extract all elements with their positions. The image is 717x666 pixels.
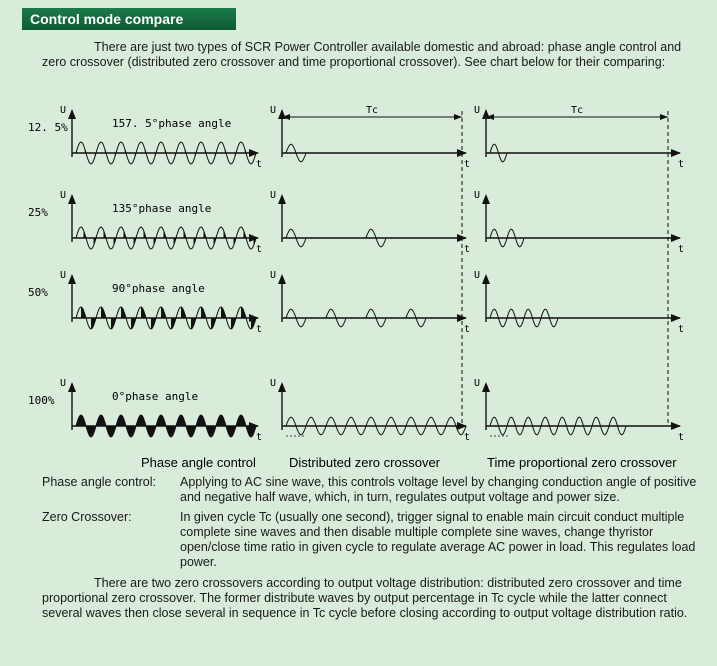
definition-text: Applying to AC sine wave, this controls voltage level by changing conduction angle of positive and negative half wave, which, in turn, regulates output voltage and power size. [180, 475, 697, 504]
cycle-boundary-lines [462, 111, 668, 426]
section-header [22, 8, 236, 30]
definition-term: Phase angle control: [42, 475, 156, 489]
t-axis-label: t [678, 244, 685, 255]
row-percent-label: 100% [28, 394, 55, 407]
phase-angle-label: 157. 5°phase angle [112, 117, 232, 130]
row-percent-label: 50% [28, 286, 48, 299]
u-axis-label: U [270, 190, 277, 201]
t-axis-label: t [256, 324, 263, 335]
row-percent-label: 12. 5% [28, 121, 68, 134]
u-axis-label: U [270, 270, 277, 281]
phase-angle-label: 135°phase angle [112, 202, 212, 215]
u-axis-arrow [68, 194, 76, 204]
t-axis-arrow [671, 422, 681, 430]
panel-proportional [474, 378, 684, 443]
tc-arrow-right [660, 114, 668, 120]
u-axis-label: U [474, 190, 481, 201]
t-axis-label: t [256, 244, 263, 255]
definition-term: Zero Crossover: [42, 510, 132, 524]
u-axis-arrow [68, 109, 76, 119]
u-axis-label: U [60, 378, 67, 389]
row-percent-label: 25% [28, 206, 48, 219]
u-axis-label: U [270, 105, 277, 116]
tc-label: Tc [366, 105, 379, 116]
t-axis-label: t [464, 244, 471, 255]
u-axis-label: U [474, 105, 481, 116]
tc-arrow-right [454, 114, 462, 120]
section-title: Control mode compare [30, 11, 184, 27]
u-axis-arrow [278, 194, 286, 204]
u-axis-label: U [270, 378, 277, 389]
t-axis-label: t [256, 159, 263, 170]
u-axis-label: U [60, 105, 67, 116]
waveform-row [28, 378, 684, 443]
definition-zero-crossover [42, 510, 702, 570]
u-axis-arrow [68, 274, 76, 284]
intro-paragraph: There are just two types of SCR Power Controller available domestic and abroad: phase angle control and zero crossover (distributed zero crossover and time proportional crossover). See chart below for their comparing: [42, 40, 682, 69]
panel-phase [60, 378, 262, 443]
caption-phase-angle: Phase angle control [141, 455, 256, 470]
t-axis-label: t [464, 324, 471, 335]
caption-time-proportional: Time proportional zero crossover [487, 455, 677, 470]
waveform-row [28, 105, 684, 170]
panel-distributed [270, 190, 470, 255]
u-axis-arrow [482, 382, 490, 392]
u-axis-arrow [278, 274, 286, 284]
u-axis-label: U [474, 378, 481, 389]
panel-phase [60, 270, 262, 335]
closing-paragraph: There are two zero crossovers according to output voltage distribution: distributed zero crossover and time proportional zero crossover. The former distribute waves by output percentage in Tc cycle while the latter connect several waves then close several in sequence in Tc cycle before closing according to output voltage distribution ratio. [42, 576, 688, 620]
t-axis-arrow [671, 314, 681, 322]
panel-phase [60, 190, 262, 255]
u-axis-arrow [482, 274, 490, 284]
t-axis-label: t [678, 159, 685, 170]
u-axis-label: U [474, 270, 481, 281]
phase-angle-label: 0°phase angle [112, 390, 199, 403]
t-axis-label: t [464, 159, 471, 170]
t-axis-label: t [678, 324, 685, 335]
phase-angle-label: 90°phase angle [112, 282, 205, 295]
panel-distributed [270, 270, 470, 335]
t-axis-arrow [671, 234, 681, 242]
t-axis-arrow [671, 149, 681, 157]
panel-proportional [474, 270, 684, 335]
tc-label: Tc [571, 105, 584, 116]
caption-distributed: Distributed zero crossover [289, 455, 440, 470]
panel-distributed [270, 378, 470, 443]
definition-text: In given cycle Tc (usually one second), trigger signal to enable main circuit conduct multiple complete sine waves and then disable multiple complete sine waves, change thyristor open/close time ratio in given cycle to regulate average AC power in load. This regulates load power. [180, 510, 696, 569]
definition-phase-angle [42, 475, 702, 505]
u-axis-arrow [68, 382, 76, 392]
waveform-row [28, 270, 684, 335]
waveform-rows [28, 105, 684, 443]
u-axis-label: U [60, 190, 67, 201]
u-axis-arrow [278, 382, 286, 392]
t-axis-arrow [249, 149, 259, 157]
control-mode-diagram [0, 86, 717, 476]
t-axis-label: t [464, 432, 471, 443]
u-axis-arrow [482, 194, 490, 204]
panel-proportional [474, 190, 684, 255]
waveform-row [28, 190, 684, 255]
u-axis-label: U [60, 270, 67, 281]
panel-phase [60, 105, 262, 170]
t-axis-label: t [256, 432, 263, 443]
t-axis-label: t [678, 432, 685, 443]
